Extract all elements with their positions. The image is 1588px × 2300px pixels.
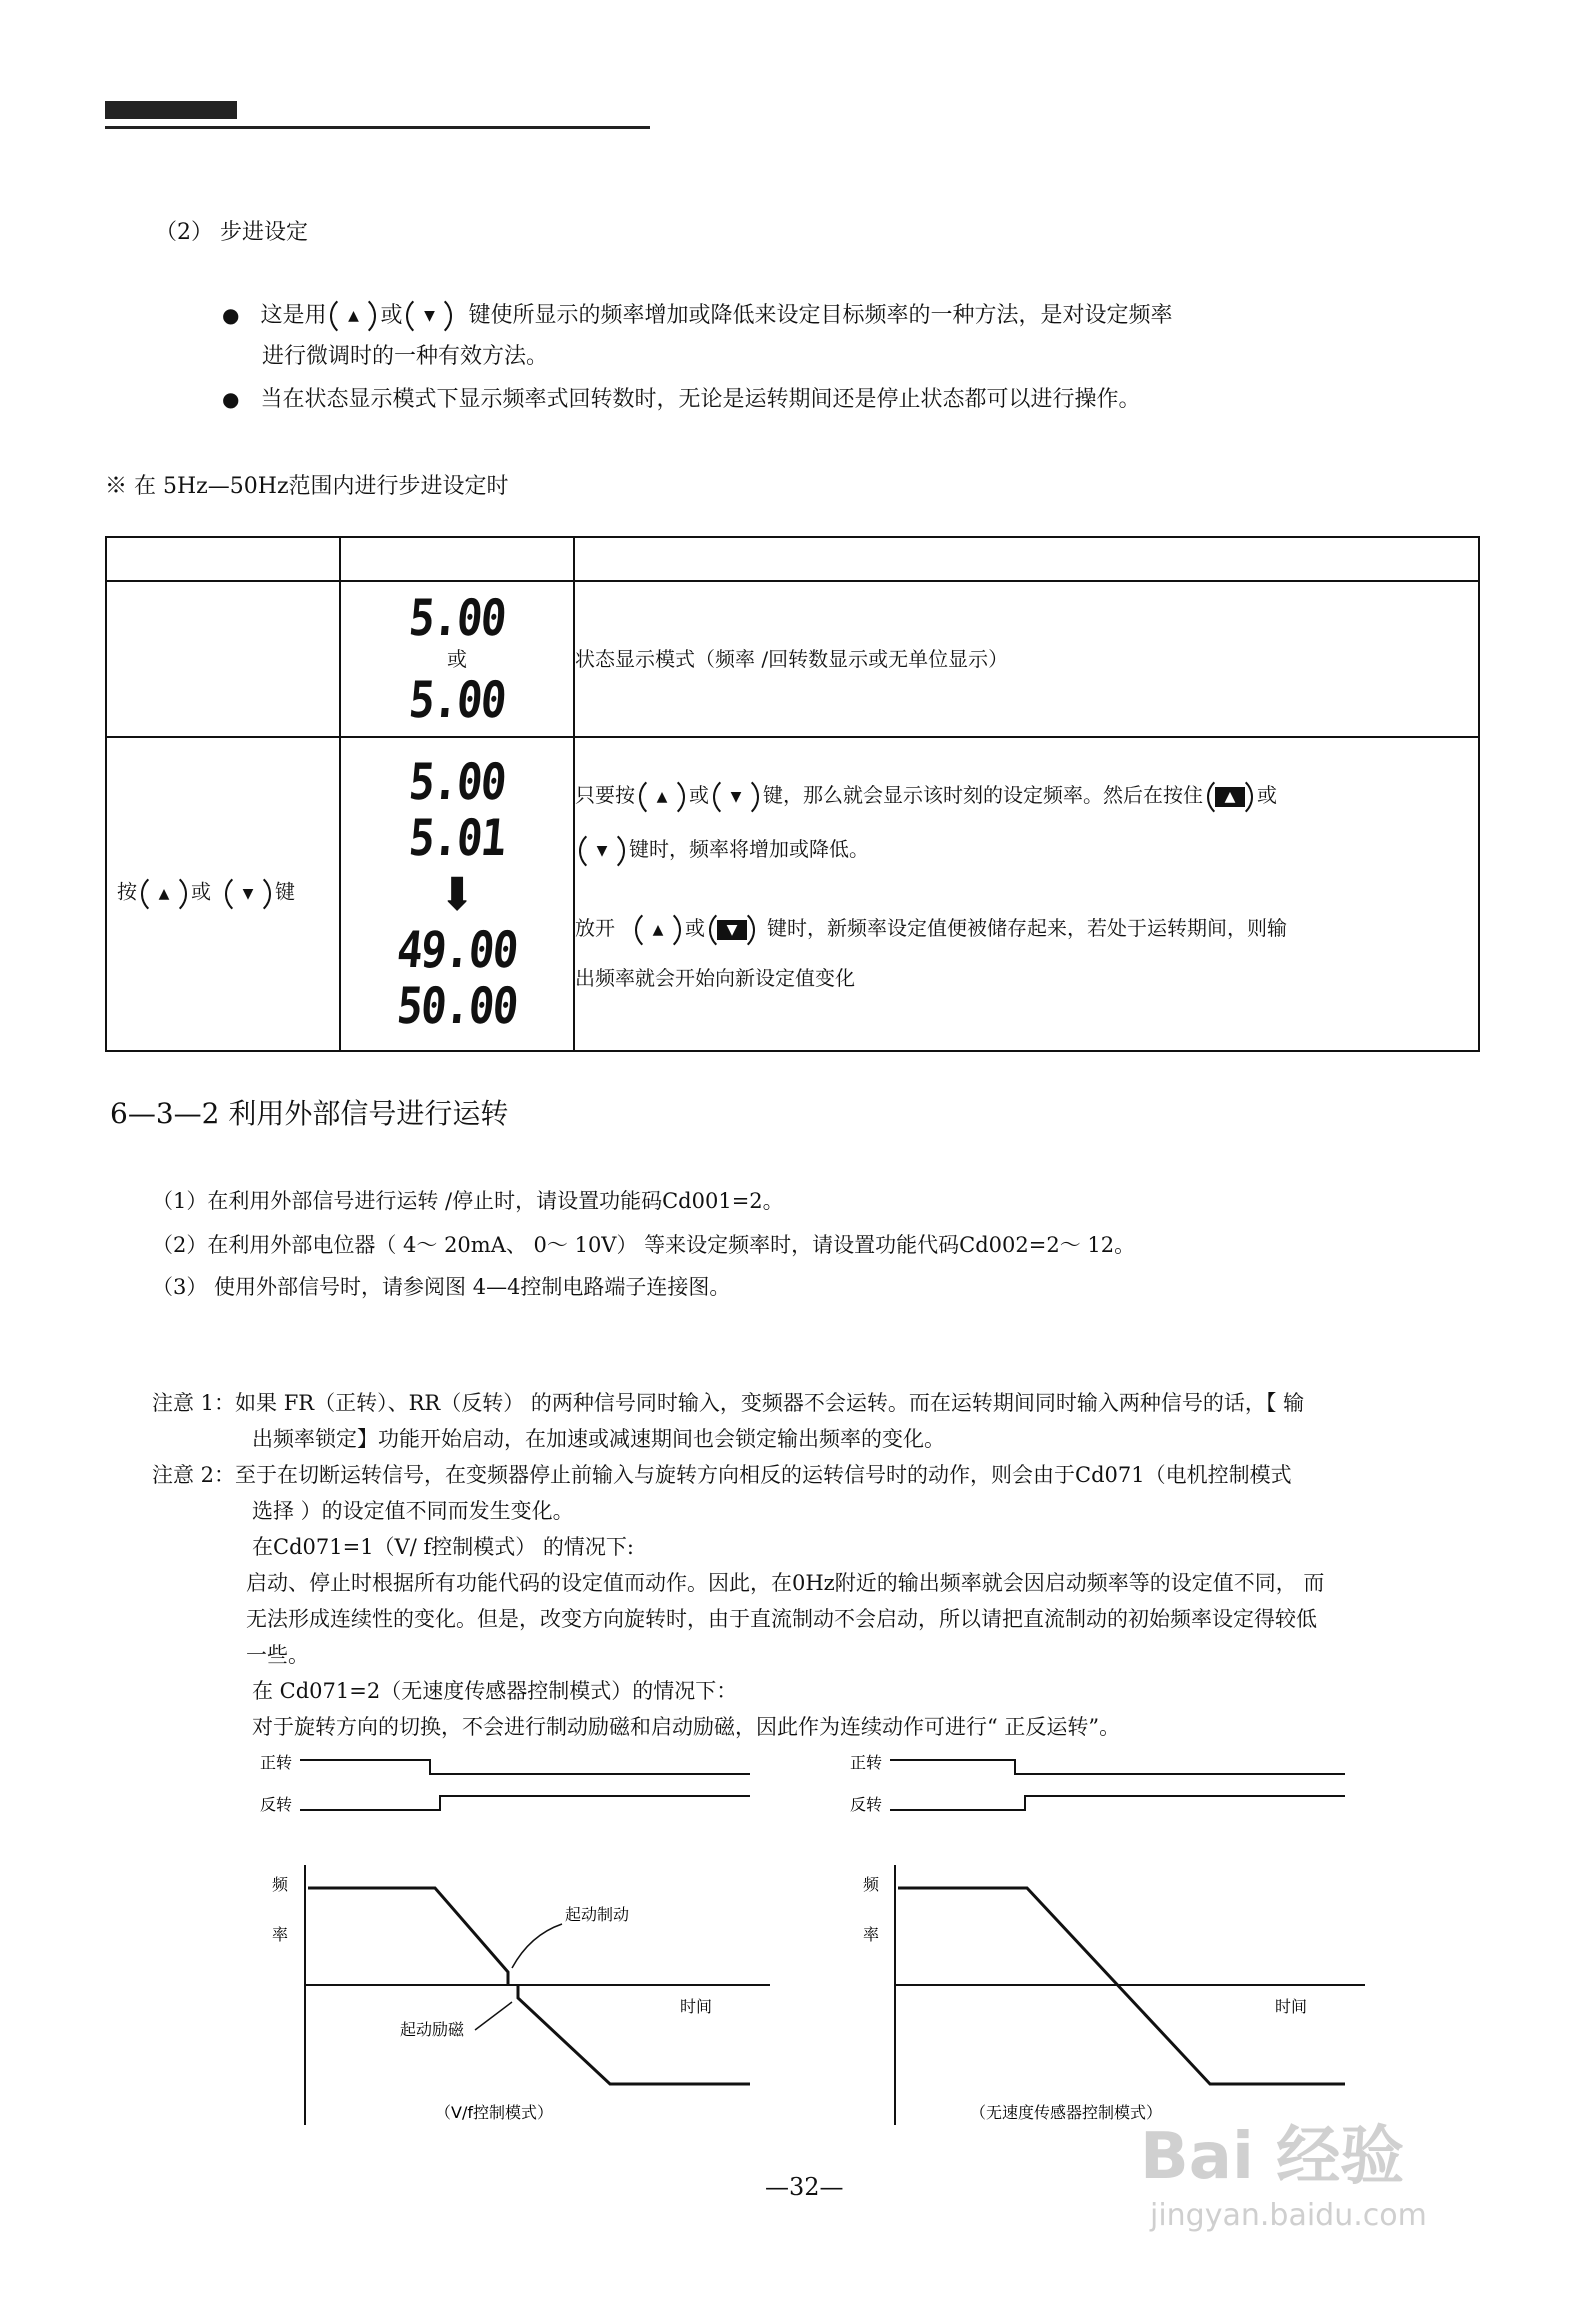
brake-label: 起动制动 xyxy=(565,1905,630,1924)
watermark-url: jingyan.baidu.com xyxy=(1150,2198,1427,2233)
freq-curve-reverse xyxy=(518,1985,750,2084)
bullet-line-1-cont: 进行微调时的一种有效方法。 xyxy=(262,344,549,369)
note-2-line-1: 注意 2：至于在切断运转信号，在变频器停止前输入与旋转方向相反的运转信号时的动作，则会由于Cd071（电机控制模式 xyxy=(152,1463,1292,1487)
row2-display-cell xyxy=(340,737,574,1051)
watermark-logo: Bai 经验 xyxy=(1140,2120,1405,2194)
note-2-line-4: 启动、停止时根据所有功能代码的设定值而动作。因此，在0Hz附近的输出频率就会因启动频率等的设定值不同， 而 xyxy=(246,1571,1325,1595)
row2-description: 只要按 ▲ 或 ▼ 键，那么就会显示该时刻的设定频率。然后在按住 ▲ 或 ▼ 键时，频率将增加或降低。 放开 ▲ 或 ▼ 键时，新频率设定值便被储存起来，若处于运转期间，则输 出频率就会开始向新设定值变化 xyxy=(574,737,1479,1051)
time-label: 时间 xyxy=(680,1997,713,2016)
table-header-cell xyxy=(106,537,340,581)
up-key-icon: ▲ xyxy=(330,294,376,338)
up-key-icon: ▲ xyxy=(141,872,187,916)
bullet-dot: ● xyxy=(222,303,240,327)
down-key-icon: ▼ xyxy=(713,775,759,819)
row1-display-cell: 5.00 或 5.00 xyxy=(340,581,574,737)
freq-label-1: 频 xyxy=(863,1875,880,1894)
header-thick-bar xyxy=(105,101,237,119)
ext-item-3: （3） 使用外部信号时，请参阅图 4—4控制电路端子连接图。 xyxy=(152,1275,731,1299)
lcd-display: 5.01 xyxy=(406,809,508,867)
header-rule xyxy=(105,126,650,129)
down-key-icon: ▼ xyxy=(579,829,625,873)
ext-item-1: （1）在利用外部信号进行运转 /停止时，请设置功能码Cd001=2。 xyxy=(152,1189,784,1213)
note-1-line-1: 注意 1：如果 FR（正转）、RR（反转） 的两种信号同时输入，变频器不会运转。而在运转期间同时输入两种信号的话，【 输 xyxy=(152,1391,1305,1415)
bullet-line-1: ● 这是用 ▲ 或 ▼ 键使所显示的频率增加或降低来设定目标频率的一种方法，是对设定频率 xyxy=(222,294,1173,338)
reverse-label: 反转 xyxy=(850,1795,883,1814)
note-1-line-2: 出频率锁定】功能开始启动，在加速或减速期间也会锁定输出频率的变化。 xyxy=(252,1427,945,1451)
note-2-line-2: 选择 ）的设定值不同而发生变化。 xyxy=(252,1499,574,1523)
reverse-signal-line xyxy=(890,1796,1345,1810)
page-number: —32— xyxy=(765,2173,844,2201)
down-arrow-icon: ⬇ xyxy=(437,867,477,921)
vf-control-timing-diagram xyxy=(250,1740,790,2140)
excite-label: 起动励磁 xyxy=(400,2020,465,2039)
sensorless-control-timing-diagram xyxy=(845,1740,1385,2140)
down-key-icon: ▼ xyxy=(709,908,755,952)
forward-signal-line xyxy=(300,1760,750,1774)
left-caption: （V/f控制模式） xyxy=(435,2103,553,2122)
up-key-icon: ▲ xyxy=(639,775,685,819)
row1-description: 状态显示模式（频率 /回转数显示或无单位显示） xyxy=(574,581,1479,737)
note-2-line-6: 一些。 xyxy=(246,1643,309,1667)
forward-signal-line xyxy=(890,1760,1345,1774)
up-key-icon: ▲ xyxy=(1207,775,1253,819)
lcd-display: 5.00 xyxy=(406,589,508,647)
down-key-icon: ▼ xyxy=(225,872,271,916)
note-2-line-7: 在 Cd071=2（无速度传感器控制模式）的情况下： xyxy=(252,1679,738,1703)
reverse-label: 反转 xyxy=(260,1795,293,1814)
reverse-signal-line xyxy=(300,1796,750,1810)
freq-curve-down xyxy=(308,1888,508,1985)
forward-label: 正转 xyxy=(850,1753,883,1772)
table-header-cell xyxy=(574,537,1479,581)
lcd-display: 5.00 xyxy=(406,671,508,729)
note-2-line-5: 无法形成连续性的变化。但是，改变方向旋转时，由于直流制动不会启动，所以请把直流制动的初始频率设定得较低 xyxy=(246,1607,1317,1631)
time-label: 时间 xyxy=(1275,1997,1308,2016)
row1-action-cell xyxy=(106,581,340,737)
row2-action-cell: 按 ▲ 或 ▼ 键 xyxy=(106,737,340,1051)
freq-label-2: 率 xyxy=(272,1925,289,1944)
bullet-line-2: ● 当在状态显示模式下显示频率式回转数时，无论是运转期间还是停止状态都可以进行操作。 xyxy=(222,387,1141,412)
excite-pointer xyxy=(475,2002,512,2030)
lcd-display: 50.00 xyxy=(394,977,520,1035)
freq-label-1: 频 xyxy=(272,1875,289,1894)
note-2-line-3: 在Cd071=1（V/ f控制模式） 的情况下: xyxy=(252,1535,634,1559)
brake-pointer xyxy=(512,1924,562,1968)
note-2-line-8: 对于旋转方向的切换，不会进行制动励磁和启动励磁，因此作为连续动作可进行“ 正反运转”。 xyxy=(252,1715,1121,1739)
up-key-icon: ▲ xyxy=(635,908,681,952)
ext-item-2: （2）在利用外部电位器（ 4～ 20mA、 0～ 10V） 等来设定频率时，请设置功能代码Cd002=2～ 12。 xyxy=(152,1233,1136,1257)
range-note: ※ 在 5Hz—50Hz范围内进行步进设定时 xyxy=(105,474,509,499)
right-caption: （无速度传感器控制模式） xyxy=(970,2103,1163,2122)
down-key-icon: ▼ xyxy=(406,294,452,338)
lcd-display: 49.00 xyxy=(394,921,520,979)
lcd-display: 5.00 xyxy=(406,753,508,811)
section-step-heading: （2） 步进设定 xyxy=(155,220,308,245)
table-header-cell xyxy=(340,537,574,581)
step-setting-table xyxy=(105,536,1480,1052)
freq-label-2: 率 xyxy=(863,1925,880,1944)
section-ext-title: 6—3—2 利用外部信号进行运转 xyxy=(110,1097,509,1130)
forward-label: 正转 xyxy=(260,1753,293,1772)
